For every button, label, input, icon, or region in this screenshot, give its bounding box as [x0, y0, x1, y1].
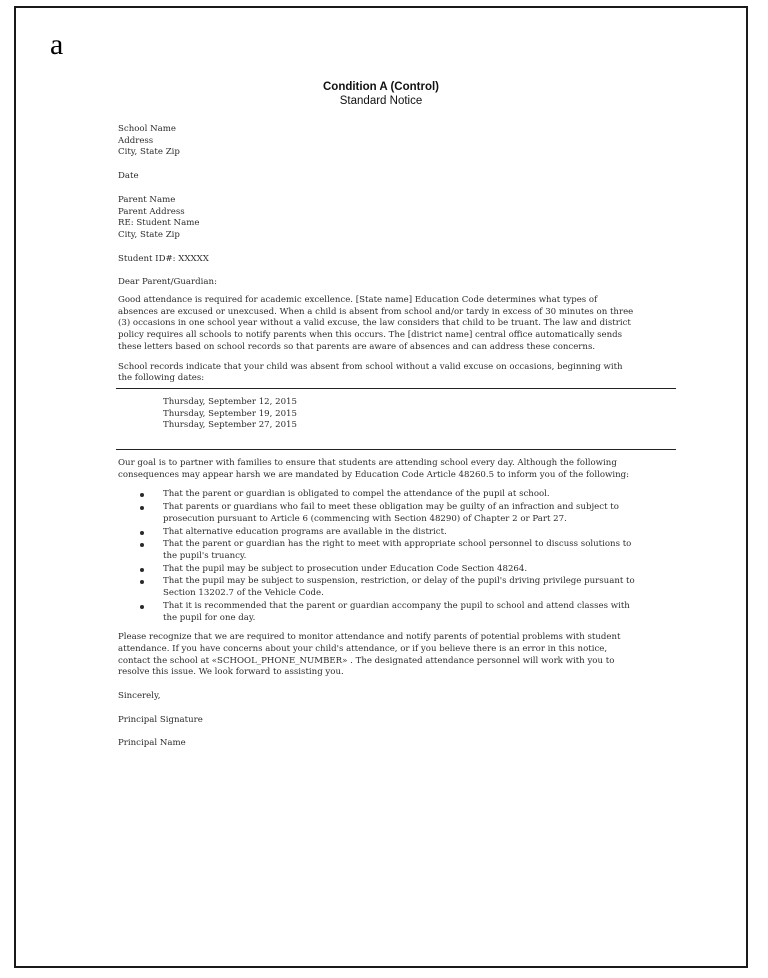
bullet-dot — [140, 543, 144, 547]
list-item — [140, 601, 674, 624]
paragraph-consequences-intro — [118, 458, 674, 481]
list-item — [140, 576, 674, 599]
school-name: School Name — [118, 124, 176, 134]
paragraph-line: the following dates: — [118, 373, 205, 384]
bullet-dot — [140, 568, 144, 572]
document-page — [14, 6, 748, 968]
list-item-text: That parents or guardians who fail to meet these obligation may be guilty of an infraction and subject to — [163, 502, 619, 513]
parent-city-state-zip: City, State Zip — [118, 229, 180, 240]
paragraph-line: policy requires all schools to notify parents when this occurs. The [district name] central office automatically sends — [118, 330, 623, 341]
paragraph-line: School records indicate that your child was absent from school without a valid excuse on occasions, beginning with — [118, 361, 623, 372]
paragraph-line: absences are excused or unexcused. When a child is absent from school and/or tardy in excess of 30 minutes on three — [118, 306, 634, 317]
paragraph-line: (3) occasions in one school year without a valid excuse, the law considers that child to be truant. The law and district — [118, 318, 631, 329]
list-item-text: That it is recommended that the parent or guardian accompany the pupil to school and attend classes with — [163, 600, 630, 611]
school-city-state-zip: City, State Zip — [118, 147, 180, 158]
principal-name: Principal Name — [118, 738, 186, 749]
consequences-list — [140, 489, 674, 624]
list-item-text: Section 13202.7 of the Vehicle Code. — [163, 588, 324, 599]
list-item-text: That the pupil may be subject to suspension, restriction, or delay of the pupil's driving privilege pursuant to — [163, 576, 635, 587]
paragraph-line: Our goal is to partner with families to ensure that students are attending school every day. Although the following — [118, 458, 617, 469]
list-item — [140, 564, 674, 576]
date-line: Date — [118, 171, 139, 182]
paragraph-line: attendance. If you have concerns about your child's attendance, or if you believe there is an error in this notice, — [118, 643, 608, 654]
list-item-text: prosecution pursuant to Article 6 (commencing with Section 48290) of Chapter 2 or Part 27. — [163, 513, 567, 524]
paragraph-line: these letters based on school records so that parents are aware of absences and can address these concerns. — [118, 341, 596, 352]
bullet-dot — [140, 506, 144, 510]
salutation: Dear Parent/Guardian: — [118, 277, 217, 288]
bullet-dot — [140, 493, 144, 497]
parent-name: Parent Name — [118, 194, 176, 205]
school-address: Address — [118, 135, 154, 146]
list-item — [140, 527, 674, 539]
bullet-dot — [140, 605, 144, 609]
paragraph-line: resolve this issue. We look forward to assisting you. — [118, 667, 344, 678]
title-block — [16, 80, 746, 108]
paragraph-line: consequences may appear harsh we are mandated by Education Code Article 48260.5 to inform you of the following: — [118, 469, 630, 480]
student-id: Student ID#: XXXXX — [118, 253, 209, 264]
list-item — [140, 489, 674, 501]
list-item-text: That the parent or guardian has the right to meet with appropriate school personnel to discuss solutions to — [163, 539, 632, 550]
absence-date: Thursday, September 12, 2015 — [163, 396, 297, 407]
paragraph-absence-record — [118, 362, 674, 385]
list-item-text: the pupil's truancy. — [163, 550, 247, 561]
list-item — [140, 539, 674, 562]
document-title: Condition A (Control) — [322, 81, 440, 93]
parent-address: Parent Address — [118, 206, 185, 217]
absence-date: Thursday, September 27, 2015 — [163, 420, 297, 431]
school-address-block — [118, 124, 674, 159]
list-item-text: the pupil for one day. — [163, 612, 256, 623]
list-item — [140, 502, 674, 525]
absence-date: Thursday, September 19, 2015 — [163, 408, 297, 419]
re-student-name: RE: Student Name — [118, 218, 200, 229]
absence-dates-list — [118, 397, 674, 432]
bullet-dot — [140, 531, 144, 535]
bullet-dot — [140, 580, 144, 584]
principal-signature: Principal Signature — [118, 714, 203, 725]
paragraph-line: contact the school at «SCHOOL_PHONE_NUMBER» . The designated attendance personnel will work with you to — [118, 655, 615, 666]
letter-body — [118, 124, 674, 750]
paragraph-attendance-policy — [118, 295, 674, 354]
paragraph-line: Good attendance is required for academic excellence. [State name] Education Code determines what types of — [118, 295, 598, 306]
paragraph-contact — [118, 632, 674, 679]
list-item-text: That the pupil may be subject to prosecution under Education Code Section 48264. — [163, 563, 528, 574]
parent-address-block — [118, 195, 674, 242]
list-item-text: That the parent or guardian is obligated to compel the attendance of the pupil at school. — [163, 489, 550, 500]
list-item-text: That alternative education programs are available in the district. — [163, 526, 447, 537]
closing: Sincerely, — [118, 691, 161, 702]
divider-top — [116, 388, 676, 389]
document-subtitle: Standard Notice — [339, 95, 423, 107]
paragraph-line: Please recognize that we are required to monitor attendance and notify parents of potential problems with student — [118, 632, 621, 643]
panel-label: a — [50, 28, 64, 61]
